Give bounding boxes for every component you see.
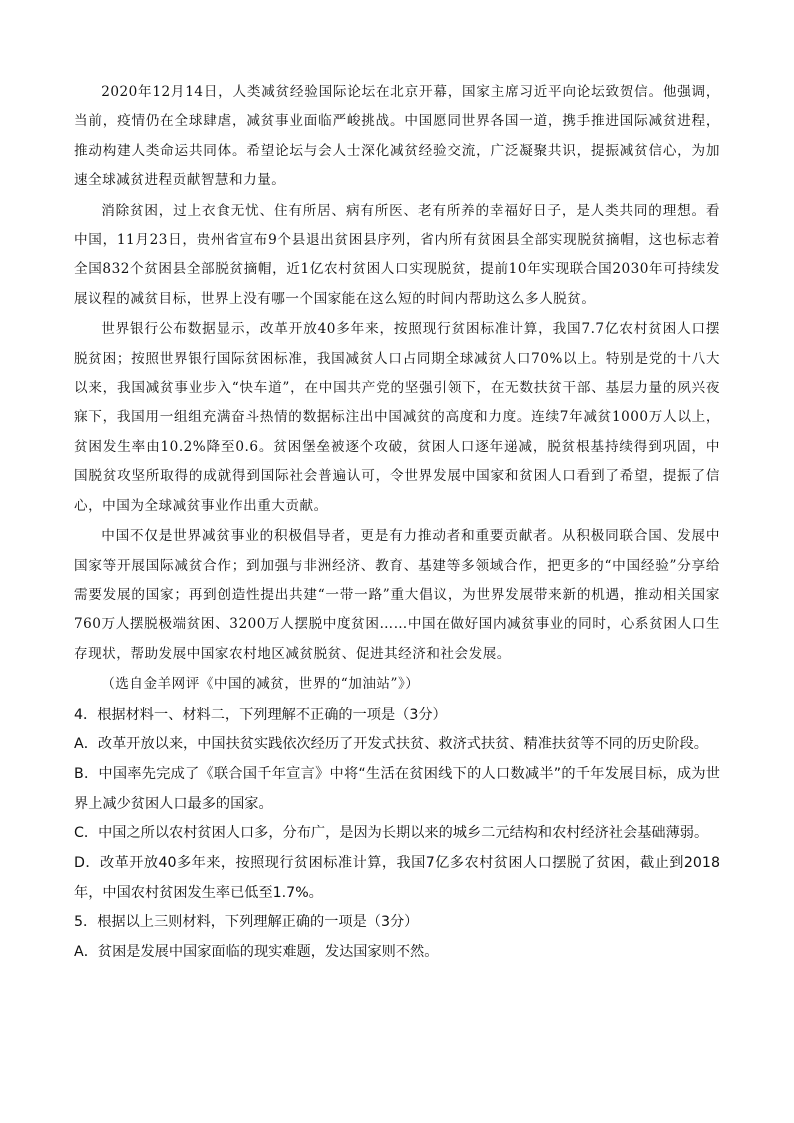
option-a: A．贫困是发展中国家面临的现实难题，发达国家则不然。 <box>74 944 439 961</box>
option-b: B．中国率先完成了《联合国千年宣言》中将“生活在贫困线下的人口数减半”的千年发展目标，成为世界上减少贫困人口最多的国家。 <box>74 765 720 812</box>
question-stem: 5．根据以上三则材料，下列理解正确的一项是（3分） <box>74 914 419 931</box>
option-a: A．改革开放以来，中国扶贫实践依次经历了开发式扶贫、救济式扶贫、精准扶贫等不同的历史阶段。 <box>74 736 708 753</box>
question-stem: 4．根据材料一、材料二，下列理解不正确的一项是（3分） <box>74 706 447 723</box>
option-d: D．改革开放40多年来，按照现行贫困标准计算，我国7亿多农村贫困人口摆脱了贫困，截止到2018年，中国农村贫困发生率已低至1.7%。 <box>74 855 720 901</box>
passage-source: （选自金羊网评《中国的减贫，世界的“加油站”》） <box>101 676 420 693</box>
document-page <box>74 78 720 968</box>
option-c: C．中国之所以农村贫困人口多，分布广，是因为长期以来的城乡二元结构和农村经济社会基础薄弱。 <box>74 825 709 842</box>
question-4 <box>74 701 720 909</box>
question-5 <box>74 908 720 967</box>
reading-passage <box>74 78 720 700</box>
passage-paragraph-3: 世界银行公布数据显示，改革开放40多年来，按照现行贫困标准计算，我国7.7亿农村贫困人口摆脱贫困；按照世界银行国际贫困标准，我国减贫人口占同期全球减贫人口70%以上。特别是党的十八大以来，我国减贫事业步入“快车道”，在中国共产党的坚强引领下，在无数扶贫干部、基层力量的夙兴夜寐下，我国用一组组充满奋斗热情的数据标注出中国减贫的高度和力度。连续7年减贫1000万人以上，贫困发生率由10.2%降至0.6。贫困堡垒被逐个攻破，贫困人口逐年递减，脱贫根基持续得到巩固，中国脱贫攻坚所取得的成就得到国际社会普遍认可，令世界发展中国家和贫困人口看到了希望，提振了信心，中国为全球减贫事业作出重大贡献。 <box>74 321 720 514</box>
passage-paragraph-4: 中国不仅是世界减贫事业的积极倡导者，更是有力推动者和重要贡献者。从积极同联合国、发展中国家等开展国际减贫合作；到加强与非洲经济、教育、基建等多领域合作，把更多的“中国经验”分享给需要发展的国家；再到创造性提出共建“一带一路”重大倡议，为世界发展带来新的机遇，推动相关国家760万人摆脱极端贫困、3200万人摆脱中度贫困……中国在做好国内减贫事业的同时，心系贫困人口生存现状，帮助发展中国家农村地区减贫脱贫、促进其经济和社会发展。 <box>74 528 720 662</box>
question-list <box>74 701 720 968</box>
passage-paragraph-1: 2020年12月14日，人类减贫经验国际论坛在北京开幕，国家主席习近平向论坛致贺信。他强调，当前，疫情仍在全球肆虐，减贫事业面临严峻挑战。中国愿同世界各国一道，携手推进国际减贫进程，推动构建人类命运共同体。希望论坛与会人士深化减贫经验交流，广泛凝聚共识，提振减贫信心，为加速全球减贫进程贡献智慧和力量。 <box>74 84 720 189</box>
passage-paragraph-2: 消除贫困，过上衣食无忧、住有所居、病有所医、老有所养的幸福好日子，是人类共同的理想。看中国，11月23日，贵州省宣布9个县退出贫困县序列，省内所有贫困县全部实现脱贫摘帽，这也标志着全国832个贫困县全部脱贫摘帽，近1亿农村贫困人口实现脱贫，提前10年实现联合国2030年可持续发展议程的减贫目标，世界上没有哪一个国家能在这么短的时间内帮助这么多人脱贫。 <box>74 202 720 307</box>
